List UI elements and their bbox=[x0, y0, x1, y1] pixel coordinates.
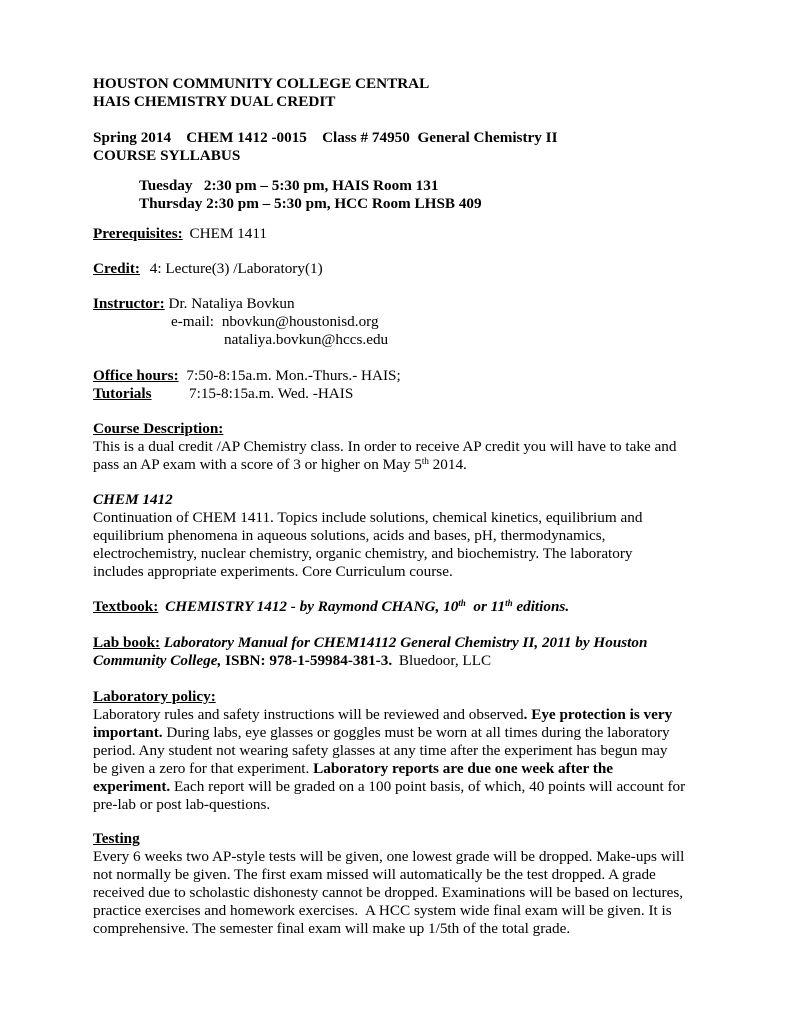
testing-heading: Testing bbox=[93, 830, 140, 847]
textbook bbox=[93, 598, 713, 616]
instructor-label: Instructor: bbox=[93, 295, 165, 312]
schedule bbox=[139, 177, 759, 213]
prerequisites-label: Prerequisites: bbox=[93, 225, 183, 242]
email-label: e-mail: bbox=[171, 313, 215, 330]
course-description-line2: pass an AP exam with a score of 3 or higher on May 5th 2014. bbox=[93, 456, 467, 473]
course-line: Spring 2014 CHEM 1412 -0015 Class # 74950 General Chemistry II bbox=[93, 129, 558, 146]
labbook-title-line1: Laboratory Manual for CHEM14112 General Chemistry II, 2011 by Houston bbox=[163, 634, 648, 651]
course-header bbox=[93, 129, 713, 165]
office-hours bbox=[93, 367, 713, 403]
labbook-title-line2: Community College, bbox=[93, 652, 222, 669]
lab-policy-line: important. During labs, eye glasses or goggles must be worn at all times during the laboratory bbox=[93, 724, 670, 741]
schedule-thursday: Thursday 2:30 pm – 5:30 pm, HCC Room LHSB 409 bbox=[139, 195, 482, 212]
course-description-line1: This is a dual credit /AP Chemistry class. In order to receive AP credit you will have to take and bbox=[93, 438, 677, 455]
program-name: HAIS CHEMISTRY DUAL CREDIT bbox=[93, 93, 336, 110]
college-name: HOUSTON COMMUNITY COLLEGE CENTRAL bbox=[93, 75, 430, 92]
office-hours-label: Office hours: bbox=[93, 367, 179, 384]
chem1412-line: equilibrium phenomena in aqueous solutions, acids and bases, pH, thermodynamics, bbox=[93, 527, 606, 544]
testing-line: practice exercises and homework exercises. A HCC system wide final exam will be given. It is bbox=[93, 902, 672, 919]
lab-policy-line: be given a zero for that experiment. Laboratory reports are due one week after the bbox=[93, 760, 614, 777]
syllabus-title: COURSE SYLLABUS bbox=[93, 147, 241, 164]
textbook-title: CHEMISTRY 1412 - by Raymond CHANG, 10th or 11th editions. bbox=[165, 598, 570, 615]
textbook-label: Textbook: bbox=[93, 598, 159, 615]
instructor-name: Dr. Nataliya Bovkun bbox=[168, 295, 295, 312]
lab-policy-line: experiment. Each report will be graded on a 100 point basis, of which, 40 points will account for bbox=[93, 778, 686, 795]
testing bbox=[93, 830, 713, 938]
chem1412-section bbox=[93, 491, 713, 581]
credit-label: Credit: bbox=[93, 260, 140, 277]
credit-value: 4: Lecture(3) /Laboratory(1) bbox=[149, 260, 323, 277]
labbook bbox=[93, 634, 713, 670]
prerequisites-value: CHEM 1411 bbox=[189, 225, 267, 242]
labbook-label: Lab book: bbox=[93, 634, 161, 651]
college-header bbox=[93, 75, 713, 111]
chem1412-line: Continuation of CHEM 1411. Topics include solutions, chemical kinetics, equilibrium and bbox=[93, 509, 643, 526]
course-description-heading: Course Description: bbox=[93, 420, 224, 437]
testing-line: comprehensive. The semester final exam will make up 1/5th of the total grade. bbox=[93, 920, 571, 937]
labbook-publisher: Bluedoor, LLC bbox=[398, 652, 492, 669]
credit bbox=[93, 260, 713, 278]
course-description bbox=[93, 420, 713, 474]
lab-policy-line: period. Any student not wearing safety glasses at any time after the experiment has begun may bbox=[93, 742, 668, 759]
testing-line: Every 6 weeks two AP-style tests will be given, one lowest grade will be dropped. Make-ups will bbox=[93, 848, 685, 865]
lab-policy bbox=[93, 688, 713, 814]
chem1412-heading: CHEM 1412 bbox=[93, 491, 173, 508]
testing-line: not normally be given. The first exam missed will automatically be the test dropped. A grade bbox=[93, 866, 656, 883]
tutorials-label: Tutorials bbox=[93, 385, 152, 402]
email-secondary: nataliya.bovkun@hccs.edu bbox=[224, 331, 389, 348]
chem1412-line: electrochemistry, nuclear chemistry, organic chemistry, and biochemistry. The laboratory bbox=[93, 545, 633, 562]
labbook-isbn: ISBN: 978-1-59984-381-3. bbox=[225, 652, 393, 669]
prerequisites bbox=[93, 225, 713, 243]
lab-policy-line: Laboratory rules and safety instructions will be reviewed and observed. Eye protection is very bbox=[93, 706, 673, 723]
lab-policy-heading: Laboratory policy: bbox=[93, 688, 216, 705]
chem1412-line: includes appropriate experiments. Core Curriculum course. bbox=[93, 563, 453, 580]
testing-line: received due to scholastic dishonesty cannot be dropped. Examinations will be based on lectures, bbox=[93, 884, 684, 901]
instructor bbox=[93, 295, 713, 349]
office-hours-value: 7:50-8:15a.m. Mon.-Thurs.- HAIS; bbox=[186, 367, 401, 384]
email-primary: nbovkun@houstonisd.org bbox=[221, 313, 379, 330]
schedule-tuesday: Tuesday 2:30 pm – 5:30 pm, HAIS Room 131 bbox=[139, 177, 439, 194]
tutorials-value: 7:15-8:15a.m. Wed. -HAIS bbox=[189, 385, 354, 402]
lab-policy-line: pre-lab or post lab-questions. bbox=[93, 796, 271, 813]
